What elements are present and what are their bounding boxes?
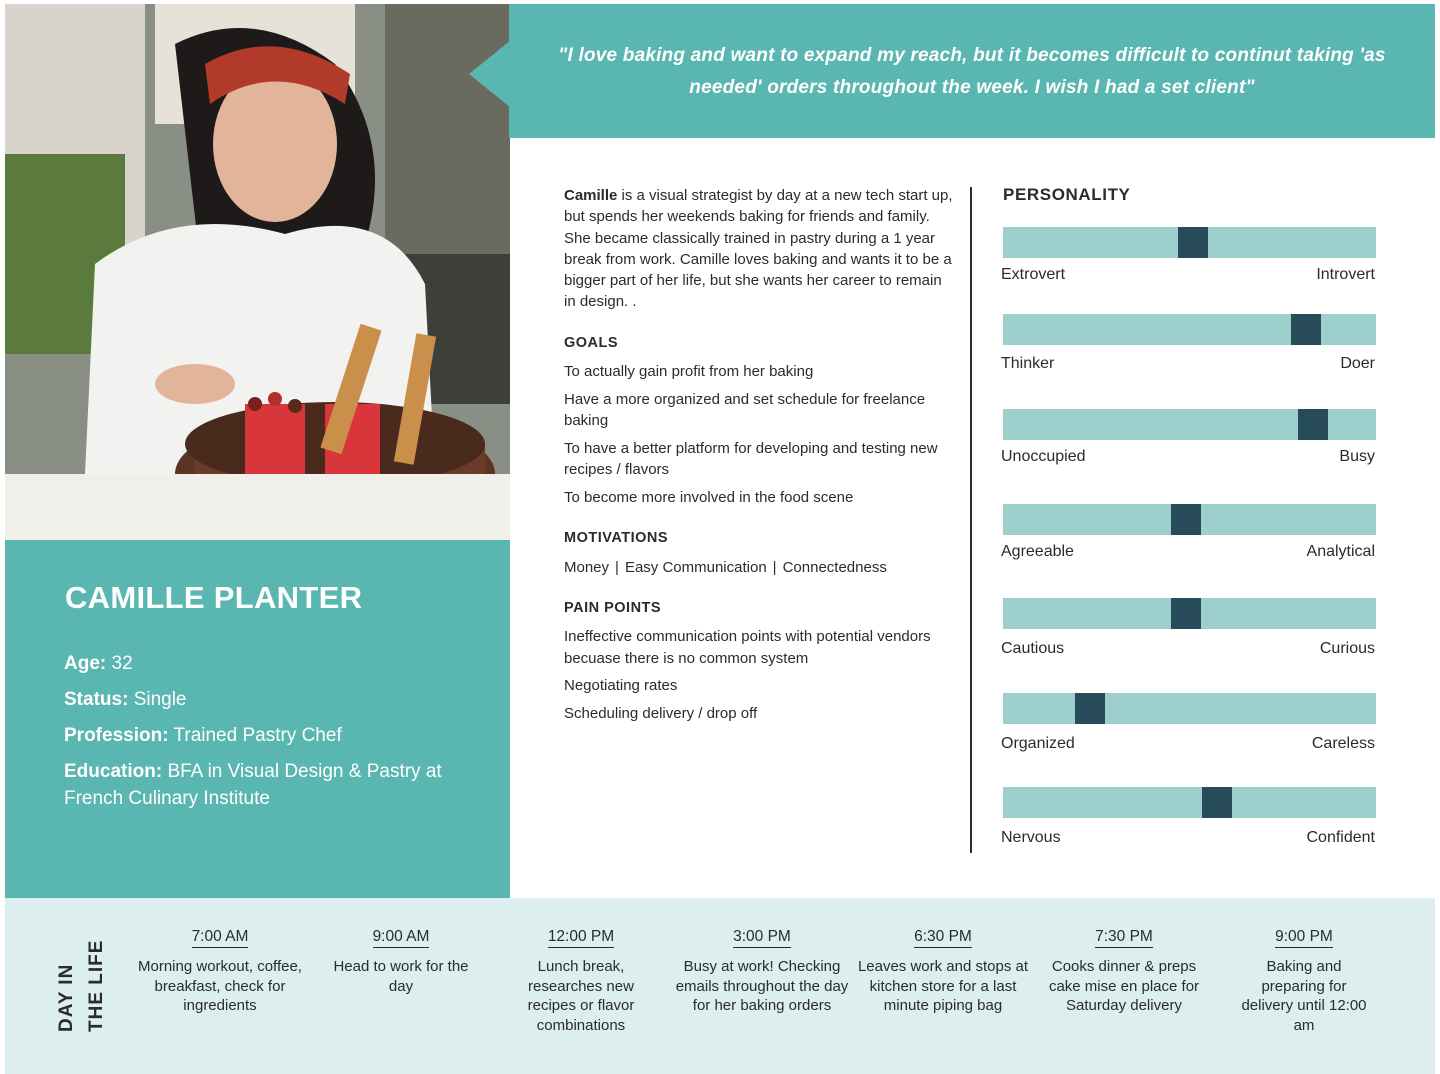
profile-profession	[64, 722, 464, 749]
slider-knob	[1171, 598, 1201, 629]
slot-description: Morning workout, coffee, breakfast, check for ingredients	[138, 958, 302, 1015]
timeline-slot	[1214, 928, 1394, 1035]
trait-label-left: Cautious	[1001, 640, 1065, 657]
profession-label: Profession:	[64, 725, 169, 746]
slider-knob	[1171, 504, 1201, 535]
timeline-slot	[311, 928, 491, 996]
motivation-item: Money	[564, 558, 610, 576]
slot-description: Baking and preparing for delivery until 12:00 am	[1241, 958, 1367, 1034]
quote-banner-arrow	[469, 40, 511, 108]
slider-knob	[1291, 314, 1321, 345]
education-value: BFA in Visual Design & Pastry at French Culinary Institute	[64, 761, 442, 809]
motivation-item: Easy Communication	[624, 558, 767, 576]
bio-paragraph	[564, 185, 954, 313]
trait-label-left: Agreeable	[1001, 543, 1074, 560]
slider-knob	[1202, 787, 1232, 818]
goal-item: To actually gain profit from her baking	[564, 363, 814, 381]
slot-time: 9:00 AM	[373, 928, 430, 948]
status-label: Status:	[64, 689, 129, 710]
day-title-line-1: DAY IN	[56, 963, 77, 1032]
trait-label-right: Confident	[1306, 829, 1375, 846]
trait-label-right: Curious	[1319, 640, 1375, 657]
trait-label-left: Thinker	[1001, 355, 1055, 372]
pain-point-item: Negotiating rates	[564, 677, 678, 695]
persona-details-column	[564, 185, 954, 731]
personality-slider-thinker-doer	[1003, 314, 1376, 345]
goals-title: GOALS	[564, 334, 619, 351]
slot-time: 9:00 PM	[1275, 928, 1333, 948]
timeline-slot	[130, 928, 310, 1016]
persona-quote: "I love baking and want to expand my reach, but it becomes difficult to continut taking 'as needed' orders throughout the week. I wish I had a set client"	[558, 45, 1386, 98]
trait-label-left: Unoccupied	[1001, 448, 1086, 465]
pain-points-list	[564, 626, 954, 724]
personality-slider-cautious-curious	[1003, 598, 1376, 629]
day-title-line-2: THE LIFE	[86, 939, 107, 1032]
slot-time: 6:30 PM	[914, 928, 972, 948]
trait-label-right: Introvert	[1316, 266, 1375, 283]
slot-description: Cooks dinner & preps cake mise en place for Saturday delivery	[1048, 958, 1200, 1015]
timeline-slot	[491, 928, 671, 1035]
age-value: 32	[111, 653, 133, 674]
goals-list	[564, 361, 954, 508]
motivation-item: Connectedness	[782, 558, 887, 576]
persona-photo	[5, 4, 510, 540]
pain-points-title: PAIN POINTS	[564, 599, 662, 616]
trait-label-left: Organized	[1001, 735, 1075, 752]
slider-knob	[1298, 409, 1328, 440]
goal-item: To have a better platform for developing and testing new recipes / flavors	[564, 439, 938, 479]
trait-label-right: Doer	[1340, 355, 1375, 372]
slot-description: Busy at work! Checking emails throughout the day for her baking orders	[675, 958, 849, 1015]
pain-point-item: Scheduling delivery / drop off	[564, 705, 758, 723]
profile-status	[64, 686, 464, 713]
slot-description: Lunch break, researches new recipes or flavor combinations	[527, 958, 635, 1034]
motivations-list	[564, 557, 954, 578]
personality-slider-unoccupied-busy	[1003, 409, 1376, 440]
trait-label-right: Busy	[1339, 448, 1375, 465]
personality-slider-agreeable-analytical	[1003, 504, 1376, 535]
day-in-the-life-title	[52, 940, 112, 1032]
slot-time: 3:00 PM	[733, 928, 791, 948]
timeline-slot	[672, 928, 852, 1016]
slot-description: Leaves work and stops at kitchen store for a last minute piping bag	[857, 958, 1029, 1015]
bio-name: Camille	[564, 187, 618, 204]
personality-slider-nervous-confident	[1003, 787, 1376, 818]
quote-banner	[509, 4, 1435, 138]
age-label: Age:	[64, 653, 107, 674]
profile-age	[64, 650, 464, 677]
motivation-separator: |	[615, 558, 619, 576]
goal-item: To become more involved in the food scene	[564, 489, 854, 507]
goal-item: Have a more organized and set schedule for freelance baking	[564, 390, 926, 430]
trait-label-right: Careless	[1311, 735, 1375, 752]
slot-description: Head to work for the day	[333, 958, 469, 995]
profile-card	[5, 540, 510, 898]
persona-photo-illustration	[5, 4, 510, 540]
profession-value: Trained Pastry Chef	[173, 725, 342, 746]
trait-label-right: Analytical	[1306, 543, 1375, 560]
slider-knob	[1178, 227, 1208, 258]
status-value: Single	[133, 689, 187, 710]
education-label: Education:	[64, 761, 163, 782]
profile-details	[64, 650, 464, 821]
bio-text: is a visual strategist by day at a new tech start up, but spends her weekends baking for friends and family. She became classically trained in pastry during a 1 year break from work. Camille loves baking and wants it to be a bigger part of her life, but she wants her career to remain in design. .	[564, 187, 953, 311]
timeline-slot	[853, 928, 1033, 1016]
motivation-separator: |	[772, 558, 777, 576]
slider-knob	[1075, 693, 1105, 724]
slot-time: 12:00 PM	[548, 928, 614, 948]
personality-slider-extrovert-introvert	[1003, 227, 1376, 258]
persona-name: CAMILLE PLANTER	[65, 580, 363, 615]
slot-time: 7:30 PM	[1095, 928, 1153, 948]
personality-slider-organized-careless	[1003, 693, 1376, 724]
column-divider	[970, 187, 972, 853]
timeline-slot	[1034, 928, 1214, 1016]
pain-point-item: Ineffective communication points with potential vendors becuase there is no common system	[564, 628, 931, 667]
personality-title: PERSONALITY	[1003, 185, 1131, 204]
slot-time: 7:00 AM	[192, 928, 249, 948]
profile-education	[64, 758, 464, 812]
trait-label-left: Nervous	[1001, 829, 1061, 846]
motivations-title: MOTIVATIONS	[564, 530, 669, 547]
trait-label-left: Extrovert	[1001, 266, 1066, 283]
